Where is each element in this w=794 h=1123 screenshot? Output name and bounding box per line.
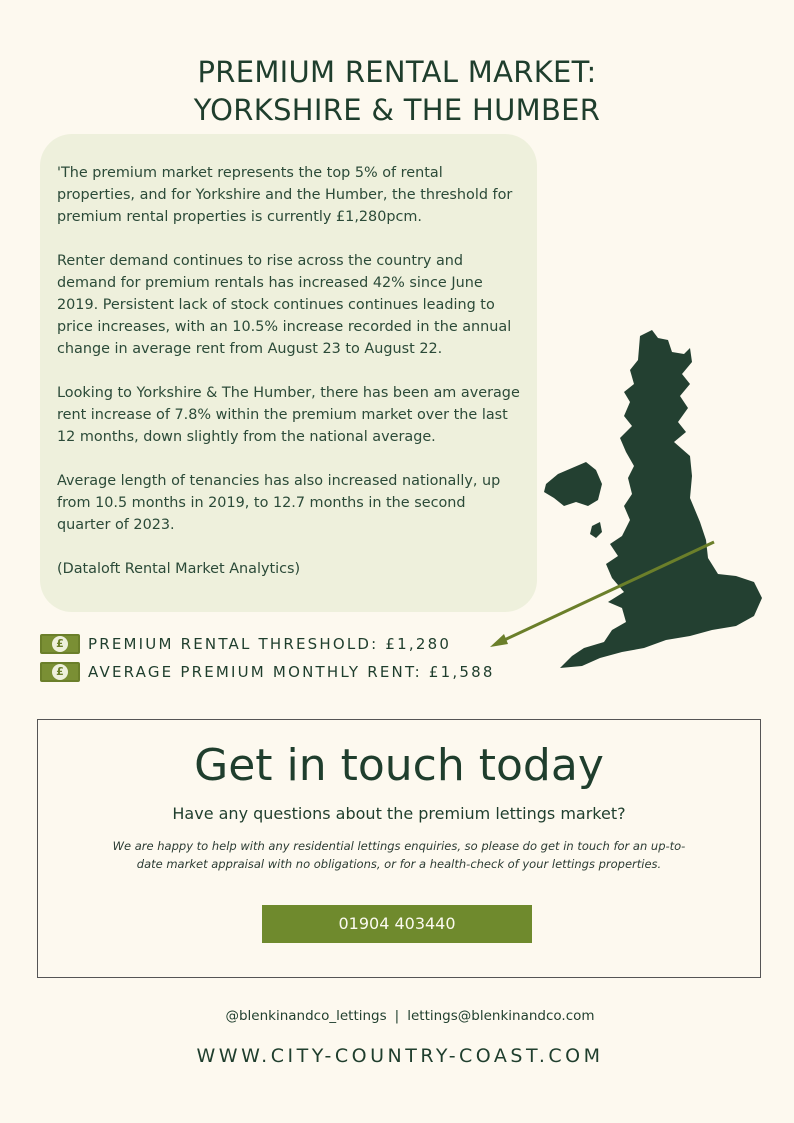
pound-note-icon: £ [40,662,80,682]
contact-section [37,719,761,978]
info-paragraph: Looking to Yorkshire & The Humber, there has been am average rent increase of 7.8% within the premium market over the last 12 months, down slightly from the national average. [57,385,520,445]
stat-label: PREMIUM RENTAL THRESHOLD: £1,280 [88,635,452,653]
location-arrow [486,538,718,650]
stat-label: AVERAGE PREMIUM MONTHLY RENT: £1,588 [88,663,495,681]
info-paragraph: Average length of tenancies has also increased nationally, up from 10.5 months in 2019, to 12.7 months in the second quarter of 2023. [57,473,501,533]
title-line-1: PREMIUM RENTAL MARKET: [197,55,597,90]
premium-threshold-stat [40,632,451,656]
contact-heading: Get in touch today [194,740,604,791]
email-link[interactable]: lettings@blenkinandco.com [407,1008,595,1024]
social-line [0,1008,794,1024]
instagram-handle[interactable]: @blenkinandco_lettings [225,1008,387,1024]
info-paragraph: Renter demand continues to rise across the country and demand for premium rentals has increased 42% since June 2019. Persistent lack of stock continues continues leading to price increases, with an 10.5% increase recorded in the annual change in average rent from August 23 to August 22. [57,253,512,357]
phone-button[interactable]: 01904 403440 [262,905,532,943]
pound-note-icon: £ [40,634,80,654]
info-paragraph: 'The premium market represents the top 5% of rental properties, and for Yorkshire and the Humber, the threshold for premium rental properties is currently £1,280pcm. [57,165,513,225]
website-link[interactable]: WWW.CITY-COUNTRY-COAST.COM [196,1045,604,1067]
contact-question: Have any questions about the premium lettings market? [172,804,626,823]
page-title [0,53,794,129]
separator: | [394,1008,400,1024]
title-line-2: YORKSHIRE & THE HUMBER [193,93,601,128]
average-rent-stat [40,660,495,684]
contact-body: We are happy to help with any residential lettings enquiries, so please do get in touch for an up-to-date market appraisal with no obligations, or for a health-check of your lettings properties. [112,839,686,871]
info-source: (Dataloft Rental Market Analytics) [57,561,301,577]
market-info-panel [40,134,537,612]
